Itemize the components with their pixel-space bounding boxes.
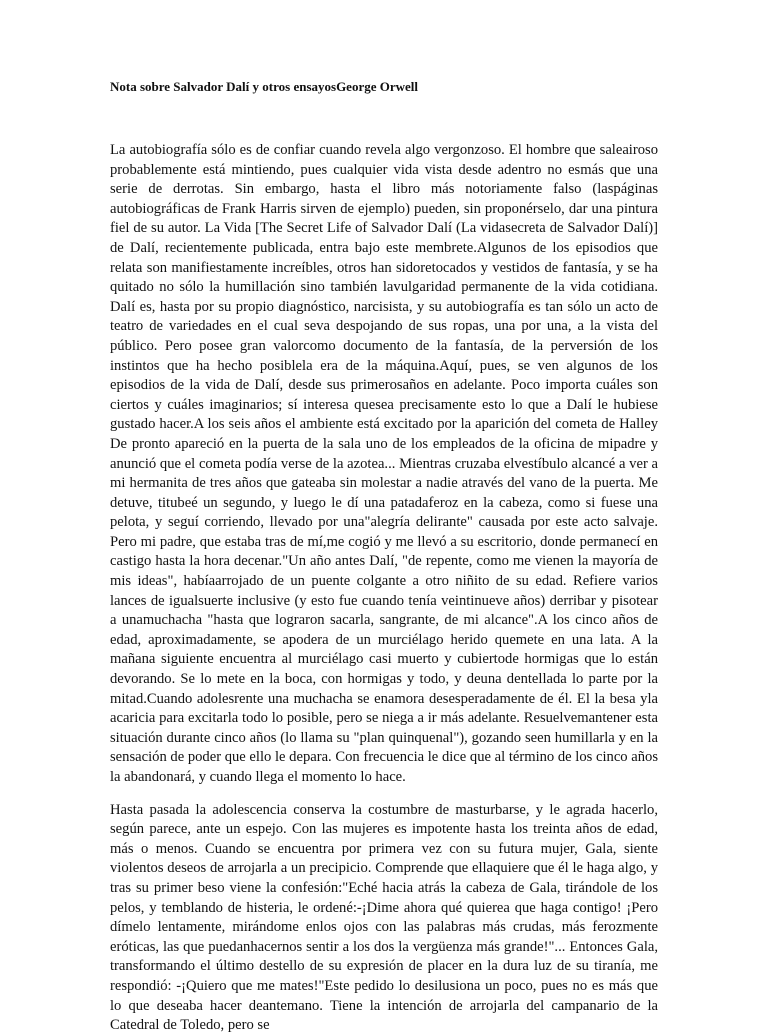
paragraph-1: La autobiografía sólo es de confiar cuando revela algo vergonzoso. El hombre que saleairoso probablemente está mintiendo, pues cualquier vida vista desde adentro no esmás que una serie de derrotas. Sin embargo, hasta el libro más notoriamente falso (laspáginas autobiográficas de Frank Harris sirven de ejemplo) pueden, sin proponérselo, dar una pintura fiel de su autor. La Vida [The Secret Life of Salvador Dalí (La vidasecreta de Salvador Dalí)] de Dalí, recientemente publicada, entra bajo este membrete.Algunos de los episodios que relata son manifiestamente increíbles, otros han sidoretocados y vestidos de fantasía, y se ha quitado no sólo la humillación sino también lavulgaridad permanente de la vida cotidiana. Dalí es, hasta por su propio diagnóstico, narcisista, y su autobiografía es tan sólo un acto de teatro de variedades en el cual seva despojando de sus ropas, una por una, a la vista del público. Pero posee gran valorcomo documento de la fantasía, de la perversión de los instintos que ha hecho posiblela era de la máquina.Aquí, pues, se ven algunos de los episodios de la vida de Dalí, desde sus primerosaños en adelante. Poco importa cuáles son ciertos y cuáles imaginarios; sí interesa quesea precisamente esto lo que a Dalí le hubiese gustado hacer.A los seis años el ambiente está excitado por la aparición del cometa de Halley De pronto apareció en la puerta de la sala uno de los empleados de la oficina de mipadre y anunció que el cometa podía verse de la azotea... Mientras cruzaba elvestíbulo alcancé a ver a mi hermanita de tres años que gateaba sin molestar a nadie através del vano de la puerta. Me detuve, titubeé un segundo, y luego le dí una patadaferoz en la cabeza, como si fuese una pelota, y seguí corriendo, llevado por una"alegría delirante" causada por este acto salvaje. Pero mi padre, que estaba tras de mí,me cogió y me llevó a su escritorio, donde permanecí en castigo hasta la hora decenar."Un año antes Dalí, "de repente, como me vienen la mayoría de mis ideas", habíaarrojado de un puente colgante a otro niñito de su edad. Refiere varios lances de igualsuerte inclusive (y esto fue cuando tenía veintinueve años) derribar y pisotear a unamuchacha "hasta que lograron sacarla, sangrante, de mi alcance".A los cinco años de edad, aproximadamente, se apodera de un murciélago herido quemete en una lata. A la mañana siguiente encuentra al murciélago casi muerto y cubiertode hormigas que lo están devorando. Se lo mete en la boca, con hormigas y todo, y deuna dentellada lo parte por la mitad.Cuando adolesrente una muchacha se enamora desesperadamente de él. El la besa yla acaricia para excitarla todo lo posible, pero se niega a ir más adelante. Resuelvemantener esta situación durante cinco años (lo llama su "plan quinquenal"), gozando seen humillarla y en la sensación de poder que ello le depara. Con frecuencia le dice que al término de los cinco años la abandonará, y cuando llega el momento lo hace. (110, 142, 658, 785)
document-title: Nota sobre Salvador Dalí y otros ensayosGeorge Orwell (110, 79, 419, 94)
paragraph-2: Hasta pasada la adolescencia conserva la costumbre de masturbarse, y le agrada hacerlo, según parece, ante un espejo. Con las mujeres es impotente hasta los treinta años de edad, más o menos. Cuando se encuentra por primera vez con su futura mujer, Gala, siente violentos deseos de arrojarla a un precipicio. Comprende que ellaquiere que él le haga algo, y tras su primer beso viene la confesión:"Eché hacia atrás la cabeza de Gala, tirándole de los pelos, y temblando de histeria, le ordené:-¡Dime ahora qué quierea que haga contigo! ¡Pero dímelo lentamente, mirándome enlos ojos con las palabras más crudas, más ferozmente eróticas, las que puedanhacernos sentir a los dos la vergüenza más grande!"... Entonces Gala, transformando el último destello de su expresión de placer en la dura luz de su tiranía, me respondió: -¡Quiero que me mates!"Este pedido lo desilusiona un poco, pues no es más que lo que deseaba hacer deantemano. Tiene la intención de arrojarla del campanario de la Catedral de Toledo, pero se (110, 801, 658, 1034)
document-page (110, 78, 658, 1036)
